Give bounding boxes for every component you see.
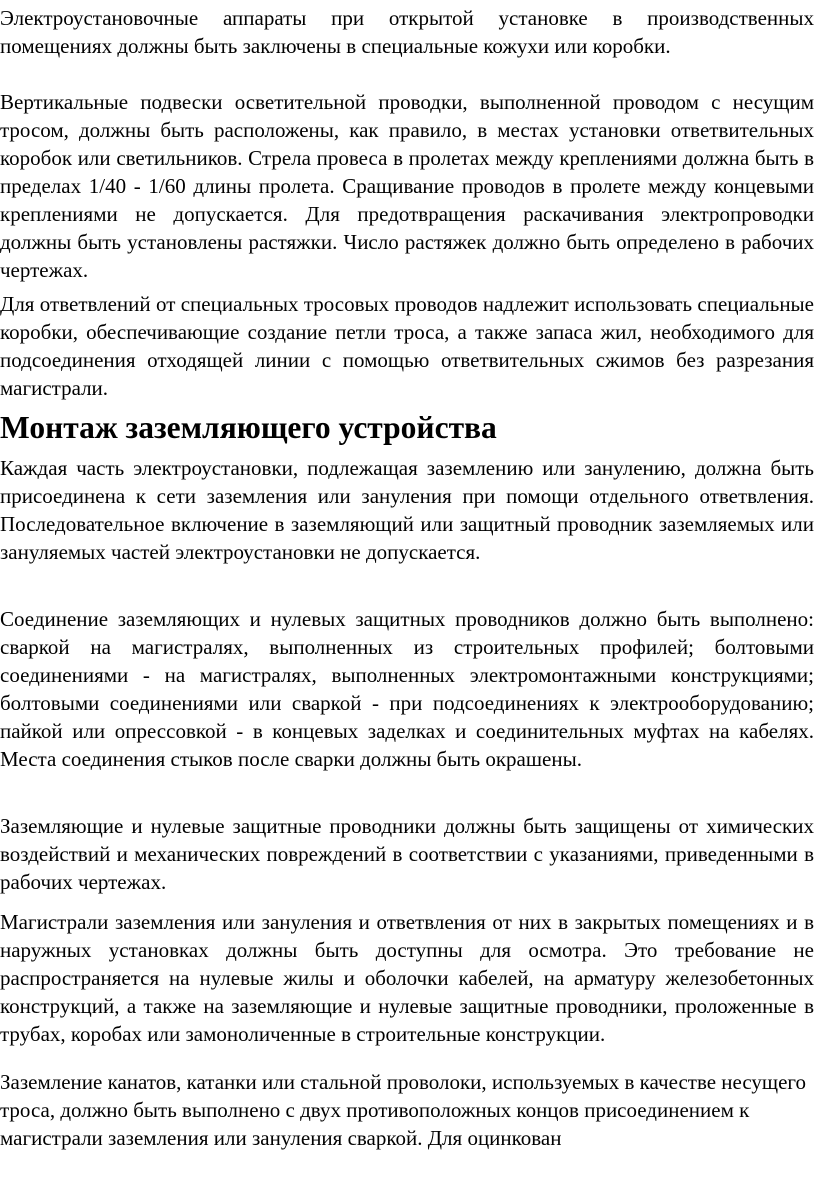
paragraph-enclosures: Электроустановочные аппараты при открытой установке в производственных помещениях должны быть заключены в специальные кожухи или коробки.: [0, 6, 814, 58]
paragraph-conductor-connections: Соединение заземляющих и нулевых защитных проводников должно быть выполнено: сваркой на магистралях, выполненных из строительных профилей; болтовыми соединениями - на магистралях, выполненных электромонтажными конструкциями; болтовыми соединениями или сваркой - при подсоединениях к электрооборудованию; пайкой или опрессовкой - в концевых заделках и соединительных муфтах на кабелях. Места соединения стыков после сварки должны быть окрашены.: [0, 607, 814, 771]
paragraph-cable-grounding: Заземление канатов, катанки или стальной проволоки, используемых в качестве несущего троса, должно быть выполнено с двух противоположных концов присоединением к магистрали заземления или зануления сваркой. Для оцинкован: [0, 1070, 807, 1150]
paragraph-vertical-suspensions: Вертикальные подвески осветительной проводки, выполненной проводом с несущим тросом, должны быть расположены, как правило, в местах установки ответвительных коробок или светильников. Стрела провеса в пролетах между креплениями должна быть в пределах 1/40 - 1/60 длины пролета. Сращивание проводов в пролете между концевыми креплениями не допускается. Для предотвращения раскачивания электропроводки должны быть установлены растяжки. Число растяжек должно быть определено в рабочих чертежах.: [0, 90, 814, 282]
paragraph-cable-branches: Для ответвлений от специальных тросовых проводов надлежит использовать специальные коробки, обеспечивающие создание петли троса, а также запаса жил, необходимого для подсоединения отходящей линии с помощью ответвительных сжимов без разрезания магистрали.: [0, 292, 814, 400]
paragraph-grounding-branches: Каждая часть электроустановки, подлежащая заземлению или занулению, должна быть присоединена к сети заземления или зануления при помощи отдельного ответвления. Последовательное включение в заземляющий или защитный проводник заземляемых или зануляемых частей электроустановки не допускается.: [0, 456, 814, 564]
paragraph-conductor-protection: Заземляющие и нулевые защитные проводники должны быть защищены от химических воздействий и механических повреждений в соответствии с указаниями, приведенными в рабочих чертежах.: [0, 814, 814, 894]
section-heading-grounding: Монтаж заземляющего устройства: [0, 410, 497, 445]
paragraph-main-lines-access: Магистрали заземления или зануления и ответвления от них в закрытых помещениях и в наружных установках должны быть доступны для осмотра. Это требование не распространяется на нулевые жилы и оболочки кабелей, на арматуру железобетонных конструкций, а также на заземляющие и нулевые защитные проводники, проложенные в трубах, коробах или замоноличенные в строительные конструкции.: [0, 910, 814, 1046]
